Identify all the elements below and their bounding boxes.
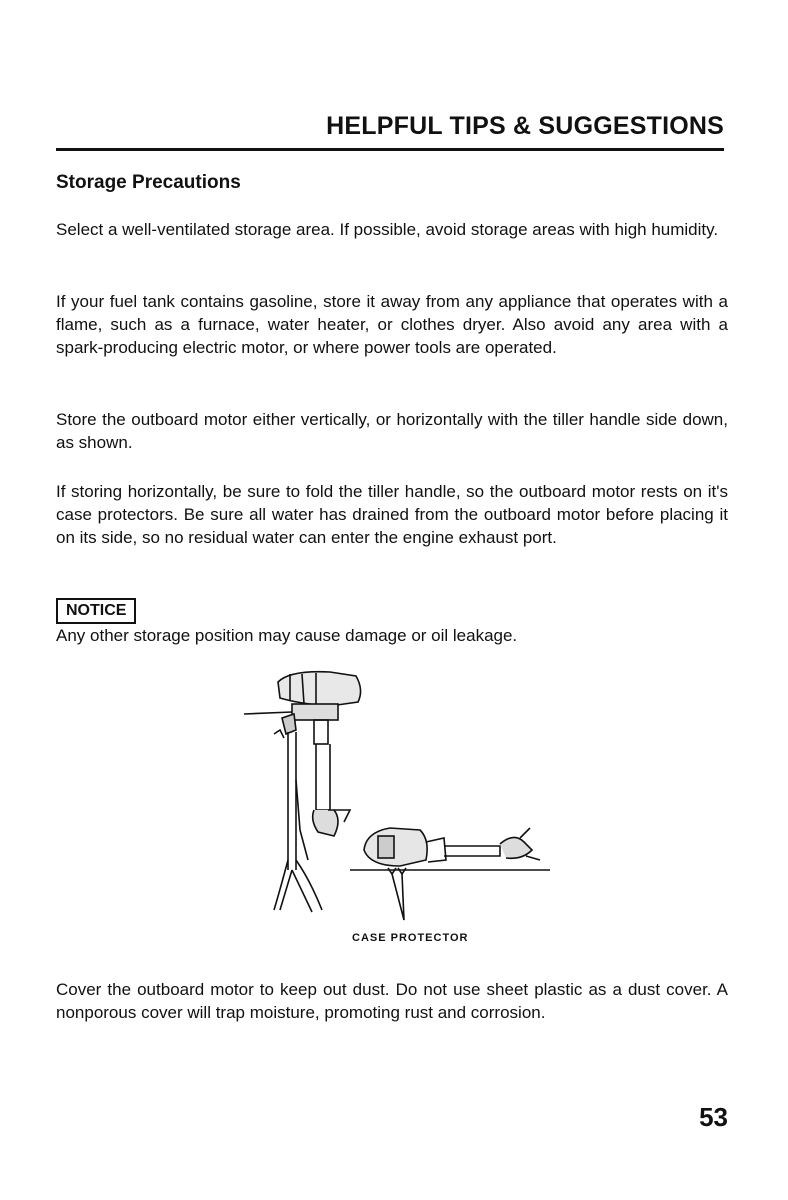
paragraph-fuel-tank: If your fuel tank contains gasoline, store it away from any appliance that operates with a flame, such as a furnace, water heater, or clothes dryer. Also avoid any area with a spark-producing electric motor, or where power tools are operated. [56,292,728,357]
vertical-motor-drawing [244,672,361,912]
section-heading: Storage Precautions [56,172,241,193]
notice-badge: NOTICE [56,598,136,624]
figure-caption: CASE PROTECTOR [352,932,469,944]
horizontal-motor-drawing [350,828,550,920]
notice-text: Any other storage position may cause damage or oil leakage. [56,626,518,645]
header-divider [56,148,724,151]
paragraph-cover: Cover the outboard motor to keep out dust. Do not use sheet plastic as a dust cover. A nonporous cover will trap moisture, promoting rust and corrosion. [56,980,728,1022]
paragraph-orientation: Store the outboard motor either vertically, or horizontally with the tiller handle side down, as shown. [56,410,728,452]
paragraph-ventilation: Select a well-ventilated storage area. If possible, avoid storage areas with high humidity. [56,220,719,239]
page-number: 53 [699,1102,728,1132]
page-title: HELPFUL TIPS & SUGGESTIONS [326,112,724,140]
outboard-storage-illustration [230,660,560,930]
paragraph-horizontal-storage: If storing horizontally, be sure to fold the tiller handle, so the outboard motor rests on it's case protectors. Be sure all water has drained from the outboard motor before placing it on its side, so no residual water can enter the engine exhaust port. [56,482,728,547]
